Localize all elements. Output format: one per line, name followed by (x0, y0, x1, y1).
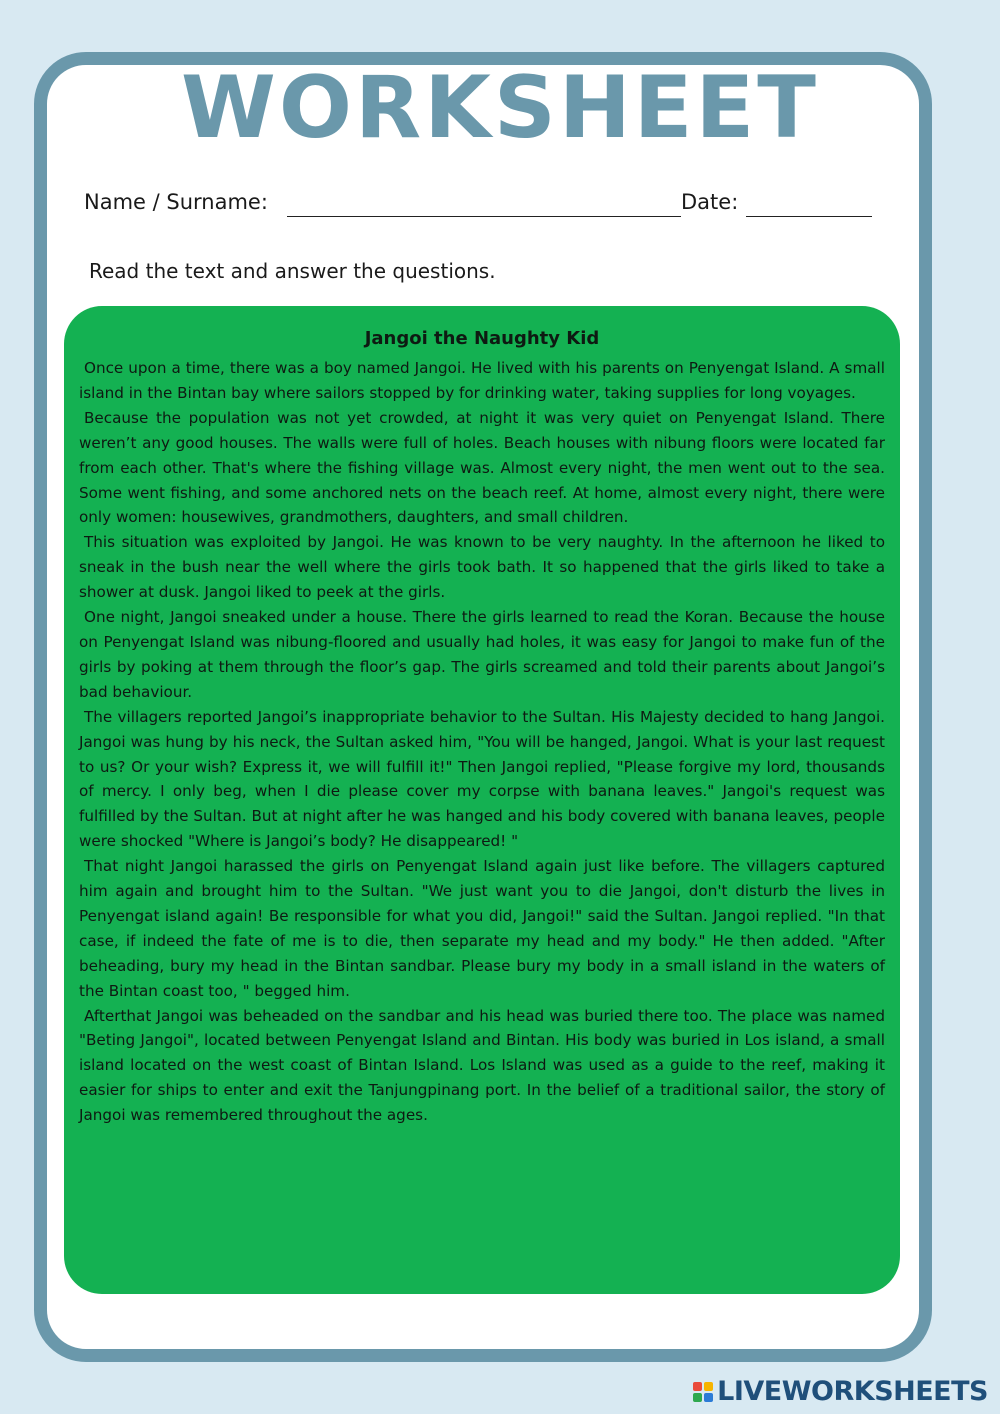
story-title: Jangoi the Naughty Kid (364, 328, 600, 349)
story-text (79, 356, 885, 1128)
brand-name: LIVEWORKSHEETS (717, 1376, 988, 1407)
logo-square (704, 1393, 713, 1402)
liveworksheets-logo-icon (693, 1382, 713, 1402)
worksheet-title: WORKSHEET (181, 58, 819, 158)
date-input-line[interactable] (746, 216, 872, 217)
story-paragraph: This situation was exploited by Jangoi. He was known to be very naughty. In the afternoon he liked to sneak in the bush near the well where the girls took bath. It so happened that the girls liked to take a shower at dusk. Jangoi liked to peek at the girls. (79, 533, 885, 602)
logo-square (693, 1382, 702, 1391)
name-input-line[interactable] (287, 216, 681, 217)
story-paragraph: That night Jangoi harassed the girls on Penyengat Island again just like before. The villagers captured him again and brought him to the Sultan. "We just want you to die Jangoi, don't disturb the lives in Penyengat island again! Be responsible for what you did, Jangoi!" said the Sultan. Jangoi replied. "In that case, if indeed the fate of me is to die, then separate my head and my body." He then added. "After beheading, bury my head in the Bintan sandbar. Please bury my body in a small island in the waters of the Bintan coast too, " begged him. (79, 857, 885, 1000)
instruction-text: Read the text and answer the questions. (89, 259, 496, 283)
name-label: Name / Surname: (84, 190, 268, 214)
story-paragraph: The villagers reported Jangoi’s inappropriate behavior to the Sultan. His Majesty decided to hang Jangoi. Jangoi was hung by his neck, the Sultan asked him, "You will be hanged, Jangoi. What is your last request to us? Or your wish? Express it, we will fulfill it!" Then Jangoi replied, "Please forgive my lord, thousands of mercy. I only beg, when I die please cover my corpse with banana leaves." Jangoi's request was fulfilled by the Sultan. But at night after he was hanged and his body covered with banana leaves, people were shocked "Where is Jangoi’s body? He disappeared! " (79, 707, 885, 851)
story-paragraph: Afterthat Jangoi was beheaded on the sandbar and his head was buried there too. The place was named "Beting Jangoi", located between Penyengat Island and Bintan. His body was buried in Los island, a small island located on the west coast of Bintan Island. Los Island was used as a guide to the reef, making it easier for ships to enter and exit the Tanjungpinang port. In the belief of a traditional sailor, the story of Jangoi was remembered throughout the ages. (79, 1006, 885, 1125)
story-paragraph: Once upon a time, there was a boy named Jangoi. He lived with his parents on Penyengat Island. A small island in the Bintan bay where sailors stopped by for drinking water, taking supplies for long voyages. (79, 359, 885, 402)
story-paragraph: Because the population was not yet crowded, at night it was very quiet on Penyengat Island. There weren’t any good houses. The walls were full of holes. Beach houses with nibung floors were located far from each other. That's where the fishing village was. Almost every night, the men went out to the sea. Some went fishing, and some anchored nets on the beach reef. At home, almost every night, there were only women: housewives, grandmothers, daughters, and small children. (79, 408, 885, 527)
liveworksheets-brand[interactable] (693, 1376, 988, 1408)
date-label: Date: (681, 190, 739, 214)
logo-square (693, 1393, 702, 1402)
logo-square (704, 1382, 713, 1391)
story-box (64, 306, 900, 1294)
story-paragraph: One night, Jangoi sneaked under a house. There the girls learned to read the Koran. Because the house on Penyengat Island was nibung-floored and usually had holes, it was easy for Jangoi to make fun of the girls by poking at them through the floor’s gap. The girls screamed and told their parents about Jangoi’s bad behaviour. (79, 608, 885, 701)
